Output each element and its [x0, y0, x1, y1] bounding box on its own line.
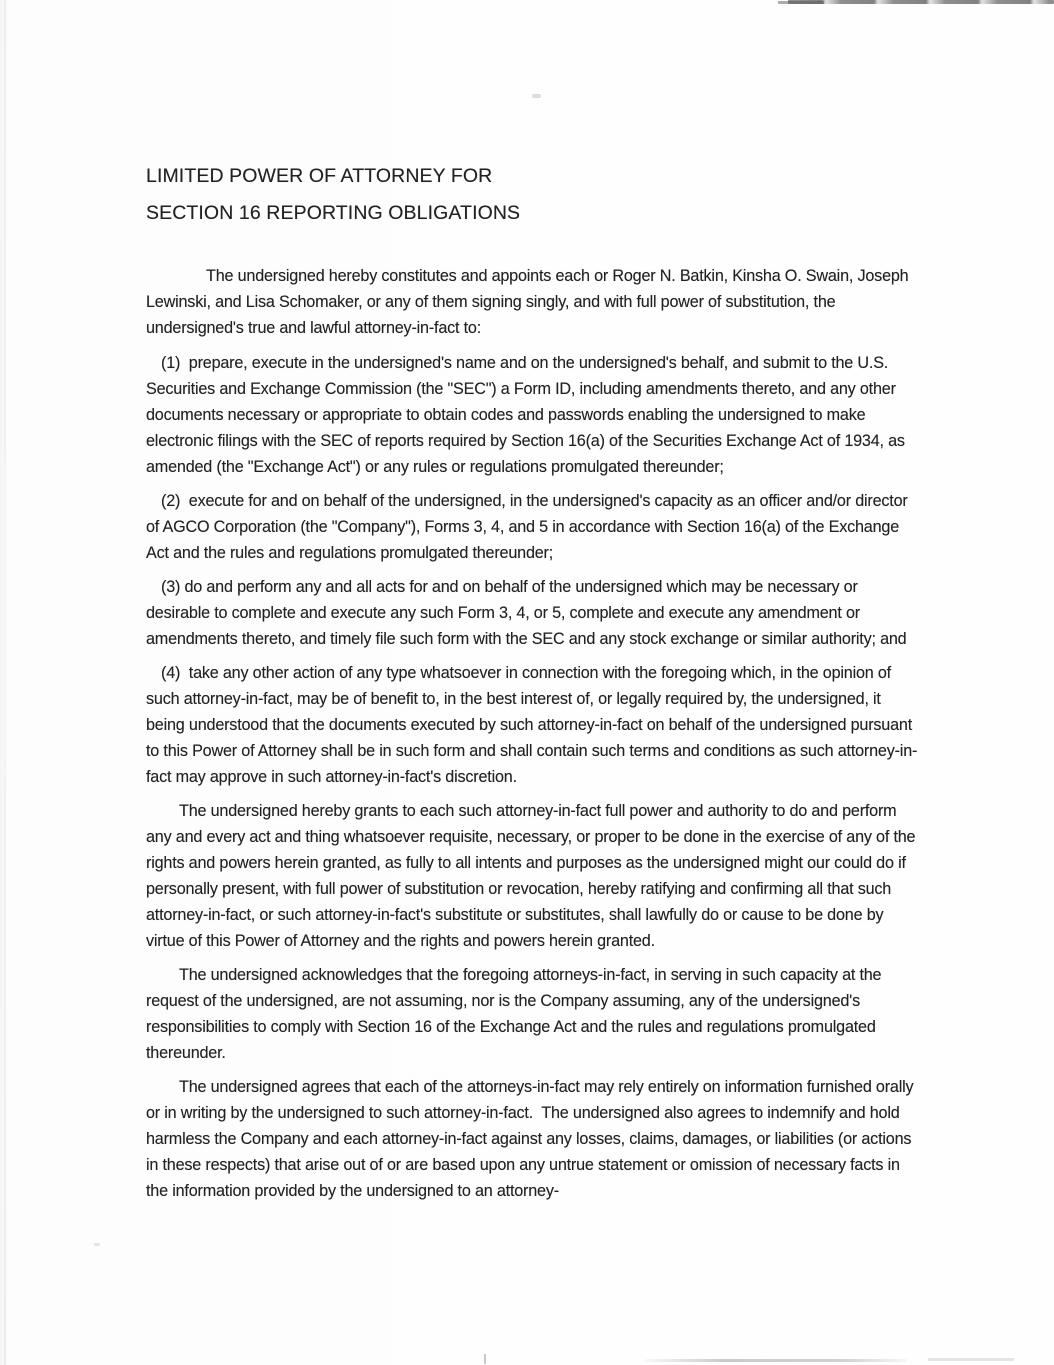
document-title: [146, 158, 918, 232]
scan-artifact-bottom-line: [645, 1359, 907, 1362]
scan-artifact-top-right-line: [788, 0, 1054, 4]
document-title-line-1: LIMITED POWER OF ATTORNEY FOR: [146, 165, 493, 187]
paragraph-intro: The undersigned hereby constitutes and appoints each or Roger N. Batkin, Kinsha O. Swain, Joseph Lewinski, and Lisa Schomaker, or any of them signing singly, and with full power of substitution, the undersigned's true and lawful attorney-in-fact to:: [146, 267, 913, 337]
scan-artifact-speck-mid: [94, 1243, 100, 1246]
document-title-line-2: SECTION 16 REPORTING OBLIGATIONS: [146, 202, 521, 224]
paragraph-item-2: (2) execute for and on behalf of the undersigned, in the undersigned's capacity as an officer and/or director of AGCO Corporation (the "Company"), Forms 3, 4, and 5 in accordance with Section 16(a) of the Exchange Act and the rules and regulations promulgated thereunder;: [146, 492, 912, 562]
scan-artifact-top-right-lead: [778, 1, 824, 4]
paragraph-item-4: (4) take any other action of any type whatsoever in connection with the foregoing which, in the opinion of such attorney-in-fact, may be of benefit to, in the best interest of, or legally required by, the undersigned, it being understood that the documents executed by such attorney-in-fact on behalf of the undersigned pursuant to this Power of Attorney shall be in such form and shall contain such terms and conditions as such attorney-in-fact may approve in such attorney-in-fact's discretion.: [146, 664, 918, 786]
scan-artifact-speck-top: [532, 94, 541, 98]
scan-artifact-left-edge: [4, 0, 6, 1365]
paragraph-agrees: The undersigned agrees that each of the attorneys-in-fact may rely entirely on information furnished orally or in writing by the undersigned to such attorney-in-fact. The undersigned also agrees to indemnify and hold harmless the Company and each attorney-in-fact against any losses, claims, damages, or liabilities (or actions in these respects) that arise out of or are based upon any untrue statement or omission of necessary facts in the information provided by the undersigned to an attorney-: [146, 1078, 918, 1200]
scan-artifact-bottom-tick: [484, 1354, 486, 1364]
paragraph-grants: The undersigned hereby grants to each such attorney-in-fact full power and authority to do and perform any and every act and thing whatsoever requisite, necessary, or proper to be done in the exercise of any of the rights and powers herein granted, as fully to all intents and purposes as the undersigned might our could do if personally present, with full power of substitution or revocation, hereby ratifying and confirming all that such attorney-in-fact, or such attorney-in-fact's substitute or substitutes, shall lawfully do or cause to be done by virtue of this Power of Attorney and the rights and powers herein granted.: [146, 802, 920, 950]
paragraph-acknowledges: The undersigned acknowledges that the foregoing attorneys-in-fact, in serving in such capacity at the request of the undersigned, are not assuming, nor is the Company assuming, any of the undersigned's responsibilities to comply with Section 16 of the Exchange Act and the rules and regulations promulgated thereunder.: [146, 966, 886, 1062]
paragraph-item-3: (3) do and perform any and all acts for and on behalf of the undersigned which may be necessary or desirable to complete and execute any such Form 3, 4, or 5, complete and execute any amendment or amendments thereto, and timely file such form with the SEC and any stock exchange or similar authority; and: [146, 578, 907, 648]
document-content: [146, 158, 918, 1212]
paragraph-item-1: (1) prepare, execute in the undersigned's name and on the undersigned's behalf, and submit to the U.S. Securities and Exchange Commission (the "SEC") a Form ID, including amendments thereto, and any other documents necessary or appropriate to obtain codes and passwords enabling the undersigned to make electronic filings with the SEC of reports required by Section 16(a) of the Securities Exchange Act of 1934, as amended (the "Exchange Act") or any rules or regulations promulgated thereunder;: [146, 354, 910, 476]
scan-artifact-bottom-smudge: [928, 1358, 1014, 1361]
